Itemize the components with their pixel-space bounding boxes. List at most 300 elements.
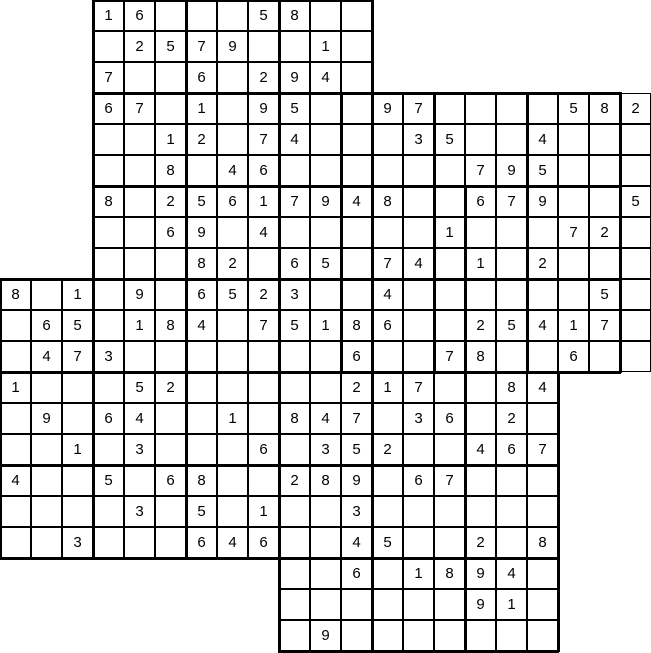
sudoku-cell[interactable] (496, 403, 527, 434)
sudoku-cell[interactable] (186, 155, 217, 186)
sudoku-cell[interactable] (31, 341, 62, 372)
sudoku-cell[interactable] (341, 217, 372, 248)
sudoku-cell[interactable] (217, 434, 248, 465)
sudoku-cell[interactable] (403, 434, 434, 465)
sudoku-cell[interactable] (0, 527, 31, 558)
sudoku-cell[interactable] (62, 496, 93, 527)
sudoku-cell[interactable] (527, 341, 558, 372)
sudoku-cell[interactable] (186, 124, 217, 155)
sudoku-cell[interactable] (310, 62, 341, 93)
sudoku-cell[interactable] (372, 124, 403, 155)
sudoku-cell[interactable] (186, 248, 217, 279)
sudoku-cell[interactable] (217, 62, 248, 93)
sudoku-cell[interactable] (217, 93, 248, 124)
sudoku-cell[interactable] (279, 31, 310, 62)
sudoku-cell[interactable] (434, 465, 465, 496)
sudoku-cell[interactable] (279, 589, 310, 620)
sudoku-cell[interactable] (527, 527, 558, 558)
sudoku-cell[interactable] (310, 527, 341, 558)
sudoku-cell[interactable] (434, 372, 465, 403)
sudoku-cell[interactable] (31, 310, 62, 341)
sudoku-cell[interactable] (186, 31, 217, 62)
sudoku-cell[interactable] (279, 465, 310, 496)
sudoku-cell[interactable] (279, 124, 310, 155)
sudoku-cell[interactable] (310, 31, 341, 62)
sudoku-cell[interactable] (434, 155, 465, 186)
sudoku-cell[interactable] (310, 620, 341, 651)
sudoku-cell[interactable] (558, 93, 589, 124)
sudoku-cell[interactable] (558, 217, 589, 248)
sudoku-cell[interactable] (124, 465, 155, 496)
sudoku-cell[interactable] (155, 155, 186, 186)
sudoku-cell[interactable] (527, 155, 558, 186)
sudoku-cell[interactable] (248, 93, 279, 124)
sudoku-cell[interactable] (124, 279, 155, 310)
sudoku-cell[interactable] (496, 310, 527, 341)
sudoku-cell[interactable] (279, 155, 310, 186)
sudoku-cell[interactable] (496, 434, 527, 465)
sudoku-cell[interactable] (155, 31, 186, 62)
sudoku-cell[interactable] (279, 372, 310, 403)
sudoku-cell[interactable] (372, 186, 403, 217)
sudoku-cell[interactable] (155, 310, 186, 341)
sudoku-cell[interactable] (93, 403, 124, 434)
sudoku-cell[interactable] (589, 217, 620, 248)
sudoku-cell[interactable] (310, 465, 341, 496)
sudoku-cell[interactable] (465, 248, 496, 279)
sudoku-cell[interactable] (93, 496, 124, 527)
sudoku-cell[interactable] (620, 279, 651, 310)
sudoku-cell[interactable] (372, 93, 403, 124)
sudoku-cell[interactable] (465, 217, 496, 248)
sudoku-cell[interactable] (341, 372, 372, 403)
sudoku-cell[interactable] (310, 0, 341, 31)
sudoku-cell[interactable] (465, 341, 496, 372)
sudoku-cell[interactable] (124, 403, 155, 434)
sudoku-cell[interactable] (403, 496, 434, 527)
sudoku-cell[interactable] (403, 279, 434, 310)
sudoku-cell[interactable] (93, 434, 124, 465)
sudoku-cell[interactable] (279, 403, 310, 434)
sudoku-cell[interactable] (496, 155, 527, 186)
sudoku-cell[interactable] (93, 465, 124, 496)
sudoku-cell[interactable] (310, 403, 341, 434)
sudoku-cell[interactable] (341, 465, 372, 496)
sudoku-cell[interactable] (434, 279, 465, 310)
sudoku-cell[interactable] (589, 186, 620, 217)
sudoku-cell[interactable] (372, 155, 403, 186)
sudoku-cell[interactable] (279, 310, 310, 341)
sudoku-cell[interactable] (372, 372, 403, 403)
sudoku-cell[interactable] (155, 496, 186, 527)
sudoku-cell[interactable] (527, 372, 558, 403)
sudoku-cell[interactable] (341, 527, 372, 558)
sudoku-cell[interactable] (465, 496, 496, 527)
sudoku-cell[interactable] (217, 31, 248, 62)
sudoku-cell[interactable] (0, 496, 31, 527)
sudoku-cell[interactable] (155, 434, 186, 465)
sudoku-cell[interactable] (155, 279, 186, 310)
sudoku-cell[interactable] (31, 434, 62, 465)
sudoku-cell[interactable] (62, 403, 93, 434)
sudoku-cell[interactable] (93, 124, 124, 155)
sudoku-cell[interactable] (217, 217, 248, 248)
sudoku-cell[interactable] (124, 372, 155, 403)
sudoku-cell[interactable] (279, 527, 310, 558)
sudoku-cell[interactable] (372, 217, 403, 248)
sudoku-cell[interactable] (93, 248, 124, 279)
sudoku-cell[interactable] (217, 310, 248, 341)
sudoku-cell[interactable] (248, 465, 279, 496)
sudoku-cell[interactable] (341, 434, 372, 465)
sudoku-cell[interactable] (403, 248, 434, 279)
sudoku-cell[interactable] (62, 310, 93, 341)
sudoku-cell[interactable] (403, 341, 434, 372)
sudoku-cell[interactable] (217, 0, 248, 31)
sudoku-cell[interactable] (372, 558, 403, 589)
sudoku-cell[interactable] (558, 341, 589, 372)
sudoku-cell[interactable] (341, 93, 372, 124)
sudoku-cell[interactable] (558, 124, 589, 155)
sudoku-cell[interactable] (248, 403, 279, 434)
sudoku-cell[interactable] (403, 527, 434, 558)
sudoku-cell[interactable] (434, 341, 465, 372)
sudoku-cell[interactable] (341, 0, 372, 31)
sudoku-cell[interactable] (124, 310, 155, 341)
sudoku-cell[interactable] (155, 372, 186, 403)
sudoku-cell[interactable] (186, 62, 217, 93)
sudoku-cell[interactable] (496, 527, 527, 558)
sudoku-cell[interactable] (341, 248, 372, 279)
sudoku-cell[interactable] (124, 0, 155, 31)
sudoku-cell[interactable] (341, 589, 372, 620)
sudoku-cell[interactable] (527, 310, 558, 341)
sudoku-cell[interactable] (62, 465, 93, 496)
sudoku-cell[interactable] (155, 527, 186, 558)
sudoku-cell[interactable] (527, 217, 558, 248)
sudoku-cell[interactable] (0, 341, 31, 372)
sudoku-cell[interactable] (124, 217, 155, 248)
sudoku-cell[interactable] (434, 186, 465, 217)
sudoku-cell[interactable] (93, 31, 124, 62)
sudoku-cell[interactable] (0, 310, 31, 341)
sudoku-cell[interactable] (186, 310, 217, 341)
sudoku-cell[interactable] (496, 279, 527, 310)
sudoku-cell[interactable] (248, 248, 279, 279)
sudoku-cell[interactable] (341, 558, 372, 589)
sudoku-cell[interactable] (0, 279, 31, 310)
sudoku-cell[interactable] (248, 279, 279, 310)
sudoku-cell[interactable] (341, 124, 372, 155)
sudoku-cell[interactable] (558, 186, 589, 217)
sudoku-cell[interactable] (186, 465, 217, 496)
sudoku-cell[interactable] (620, 341, 651, 372)
sudoku-cell[interactable] (434, 434, 465, 465)
sudoku-cell[interactable] (217, 155, 248, 186)
sudoku-cell[interactable] (124, 124, 155, 155)
sudoku-cell[interactable] (248, 372, 279, 403)
sudoku-cell[interactable] (155, 403, 186, 434)
sudoku-cell[interactable] (465, 558, 496, 589)
sudoku-cell[interactable] (434, 93, 465, 124)
sudoku-cell[interactable] (434, 124, 465, 155)
sudoku-cell[interactable] (372, 341, 403, 372)
sudoku-cell[interactable] (31, 372, 62, 403)
sudoku-cell[interactable] (310, 124, 341, 155)
sudoku-cell[interactable] (465, 620, 496, 651)
sudoku-cell[interactable] (155, 217, 186, 248)
sudoku-cell[interactable] (124, 155, 155, 186)
sudoku-cell[interactable] (310, 248, 341, 279)
sudoku-cell[interactable] (527, 558, 558, 589)
sudoku-cell[interactable] (403, 217, 434, 248)
sudoku-cell[interactable] (527, 403, 558, 434)
sudoku-cell[interactable] (465, 124, 496, 155)
sudoku-cell[interactable] (248, 434, 279, 465)
sudoku-cell[interactable] (465, 372, 496, 403)
sudoku-cell[interactable] (589, 124, 620, 155)
sudoku-cell[interactable] (124, 434, 155, 465)
sudoku-cell[interactable] (31, 496, 62, 527)
sudoku-cell[interactable] (0, 403, 31, 434)
sudoku-cell[interactable] (279, 558, 310, 589)
sudoku-cell[interactable] (310, 589, 341, 620)
sudoku-cell[interactable] (403, 155, 434, 186)
sudoku-cell[interactable] (465, 434, 496, 465)
sudoku-cell[interactable] (527, 248, 558, 279)
sudoku-cell[interactable] (248, 527, 279, 558)
sudoku-cell[interactable] (217, 186, 248, 217)
sudoku-cell[interactable] (434, 403, 465, 434)
sudoku-cell[interactable] (248, 0, 279, 31)
sudoku-cell[interactable] (341, 62, 372, 93)
sudoku-cell[interactable] (434, 620, 465, 651)
sudoku-cell[interactable] (93, 310, 124, 341)
sudoku-cell[interactable] (279, 93, 310, 124)
sudoku-cell[interactable] (589, 93, 620, 124)
sudoku-cell[interactable] (217, 279, 248, 310)
sudoku-cell[interactable] (310, 434, 341, 465)
sudoku-cell[interactable] (93, 341, 124, 372)
sudoku-cell[interactable] (403, 403, 434, 434)
sudoku-cell[interactable] (372, 620, 403, 651)
sudoku-cell[interactable] (465, 403, 496, 434)
sudoku-cell[interactable] (341, 310, 372, 341)
sudoku-cell[interactable] (279, 62, 310, 93)
sudoku-cell[interactable] (248, 496, 279, 527)
sudoku-cell[interactable] (620, 124, 651, 155)
sudoku-cell[interactable] (465, 465, 496, 496)
sudoku-cell[interactable] (496, 186, 527, 217)
sudoku-cell[interactable] (248, 124, 279, 155)
sudoku-cell[interactable] (620, 217, 651, 248)
sudoku-cell[interactable] (186, 372, 217, 403)
sudoku-cell[interactable] (155, 248, 186, 279)
sudoku-cell[interactable] (496, 589, 527, 620)
sudoku-cell[interactable] (186, 217, 217, 248)
sudoku-cell[interactable] (372, 279, 403, 310)
sudoku-cell[interactable] (465, 93, 496, 124)
sudoku-cell[interactable] (620, 248, 651, 279)
sudoku-cell[interactable] (124, 248, 155, 279)
sudoku-cell[interactable] (496, 372, 527, 403)
sudoku-cell[interactable] (279, 341, 310, 372)
sudoku-cell[interactable] (0, 465, 31, 496)
sudoku-cell[interactable] (403, 310, 434, 341)
sudoku-cell[interactable] (496, 496, 527, 527)
sudoku-cell[interactable] (558, 310, 589, 341)
sudoku-cell[interactable] (403, 558, 434, 589)
sudoku-cell[interactable] (372, 310, 403, 341)
sudoku-cell[interactable] (527, 465, 558, 496)
sudoku-cell[interactable] (403, 465, 434, 496)
sudoku-cell[interactable] (248, 62, 279, 93)
sudoku-cell[interactable] (310, 372, 341, 403)
sudoku-cell[interactable] (31, 403, 62, 434)
sudoku-cell[interactable] (310, 558, 341, 589)
sudoku-cell[interactable] (496, 248, 527, 279)
sudoku-cell[interactable] (62, 372, 93, 403)
sudoku-cell[interactable] (403, 124, 434, 155)
sudoku-cell[interactable] (124, 496, 155, 527)
sudoku-cell[interactable] (93, 0, 124, 31)
sudoku-cell[interactable] (341, 186, 372, 217)
sudoku-cell[interactable] (155, 124, 186, 155)
sudoku-cell[interactable] (124, 93, 155, 124)
sudoku-cell[interactable] (217, 465, 248, 496)
sudoku-cell[interactable] (403, 589, 434, 620)
sudoku-cell[interactable] (589, 155, 620, 186)
sudoku-cell[interactable] (248, 155, 279, 186)
sudoku-cell[interactable] (31, 279, 62, 310)
sudoku-cell[interactable] (279, 620, 310, 651)
sudoku-cell[interactable] (279, 0, 310, 31)
sudoku-cell[interactable] (124, 186, 155, 217)
sudoku-cell[interactable] (155, 0, 186, 31)
sudoku-cell[interactable] (217, 496, 248, 527)
sudoku-cell[interactable] (124, 341, 155, 372)
sudoku-cell[interactable] (186, 341, 217, 372)
sudoku-cell[interactable] (496, 93, 527, 124)
sudoku-cell[interactable] (186, 186, 217, 217)
sudoku-cell[interactable] (372, 589, 403, 620)
sudoku-cell[interactable] (496, 465, 527, 496)
sudoku-cell[interactable] (372, 403, 403, 434)
sudoku-cell[interactable] (372, 434, 403, 465)
sudoku-cell[interactable] (310, 310, 341, 341)
sudoku-cell[interactable] (248, 341, 279, 372)
sudoku-cell[interactable] (217, 248, 248, 279)
sudoku-cell[interactable] (589, 310, 620, 341)
sudoku-cell[interactable] (403, 93, 434, 124)
sudoku-cell[interactable] (527, 124, 558, 155)
sudoku-cell[interactable] (620, 155, 651, 186)
sudoku-cell[interactable] (496, 341, 527, 372)
sudoku-cell[interactable] (310, 155, 341, 186)
sudoku-cell[interactable] (186, 496, 217, 527)
sudoku-cell[interactable] (217, 124, 248, 155)
sudoku-cell[interactable] (279, 279, 310, 310)
sudoku-cell[interactable] (527, 93, 558, 124)
sudoku-cell[interactable] (279, 217, 310, 248)
sudoku-cell[interactable] (155, 465, 186, 496)
sudoku-cell[interactable] (186, 527, 217, 558)
sudoku-cell[interactable] (155, 62, 186, 93)
sudoku-cell[interactable] (341, 496, 372, 527)
sudoku-cell[interactable] (93, 155, 124, 186)
sudoku-cell[interactable] (341, 279, 372, 310)
sudoku-cell[interactable] (558, 155, 589, 186)
sudoku-cell[interactable] (496, 217, 527, 248)
sudoku-cell[interactable] (372, 248, 403, 279)
sudoku-cell[interactable] (465, 310, 496, 341)
sudoku-cell[interactable] (186, 403, 217, 434)
sudoku-cell[interactable] (124, 62, 155, 93)
sudoku-cell[interactable] (248, 186, 279, 217)
sudoku-cell[interactable] (155, 186, 186, 217)
sudoku-cell[interactable] (279, 496, 310, 527)
sudoku-cell[interactable] (527, 496, 558, 527)
sudoku-cell[interactable] (434, 496, 465, 527)
sudoku-cell[interactable] (93, 93, 124, 124)
sudoku-cell[interactable] (310, 186, 341, 217)
sudoku-cell[interactable] (434, 558, 465, 589)
sudoku-cell[interactable] (403, 372, 434, 403)
sudoku-cell[interactable] (465, 186, 496, 217)
sudoku-cell[interactable] (434, 310, 465, 341)
sudoku-cell[interactable] (248, 217, 279, 248)
sudoku-cell[interactable] (496, 124, 527, 155)
sudoku-cell[interactable] (372, 496, 403, 527)
sudoku-cell[interactable] (62, 341, 93, 372)
sudoku-cell[interactable] (372, 465, 403, 496)
sudoku-cell[interactable] (248, 310, 279, 341)
sudoku-cell[interactable] (155, 341, 186, 372)
sudoku-cell[interactable] (186, 93, 217, 124)
sudoku-cell[interactable] (155, 93, 186, 124)
sudoku-cell[interactable] (620, 186, 651, 217)
sudoku-cell[interactable] (620, 310, 651, 341)
sudoku-cell[interactable] (527, 434, 558, 465)
sudoku-cell[interactable] (310, 341, 341, 372)
sudoku-cell[interactable] (465, 589, 496, 620)
sudoku-cell[interactable] (372, 527, 403, 558)
sudoku-cell[interactable] (93, 217, 124, 248)
sudoku-cell[interactable] (217, 372, 248, 403)
sudoku-cell[interactable] (527, 589, 558, 620)
sudoku-cell[interactable] (310, 93, 341, 124)
sudoku-cell[interactable] (403, 620, 434, 651)
sudoku-cell[interactable] (62, 527, 93, 558)
sudoku-cell[interactable] (0, 434, 31, 465)
sudoku-cell[interactable] (186, 434, 217, 465)
sudoku-cell[interactable] (558, 279, 589, 310)
sudoku-cell[interactable] (589, 279, 620, 310)
sudoku-cell[interactable] (434, 589, 465, 620)
sudoku-cell[interactable] (465, 527, 496, 558)
sudoku-cell[interactable] (341, 31, 372, 62)
sudoku-cell[interactable] (310, 496, 341, 527)
sudoku-cell[interactable] (124, 527, 155, 558)
sudoku-cell[interactable] (496, 558, 527, 589)
sudoku-cell[interactable] (403, 186, 434, 217)
sudoku-cell[interactable] (31, 527, 62, 558)
sudoku-cell[interactable] (310, 217, 341, 248)
sudoku-cell[interactable] (93, 279, 124, 310)
sudoku-cell[interactable] (341, 155, 372, 186)
sudoku-cell[interactable] (279, 434, 310, 465)
sudoku-cell[interactable] (434, 248, 465, 279)
